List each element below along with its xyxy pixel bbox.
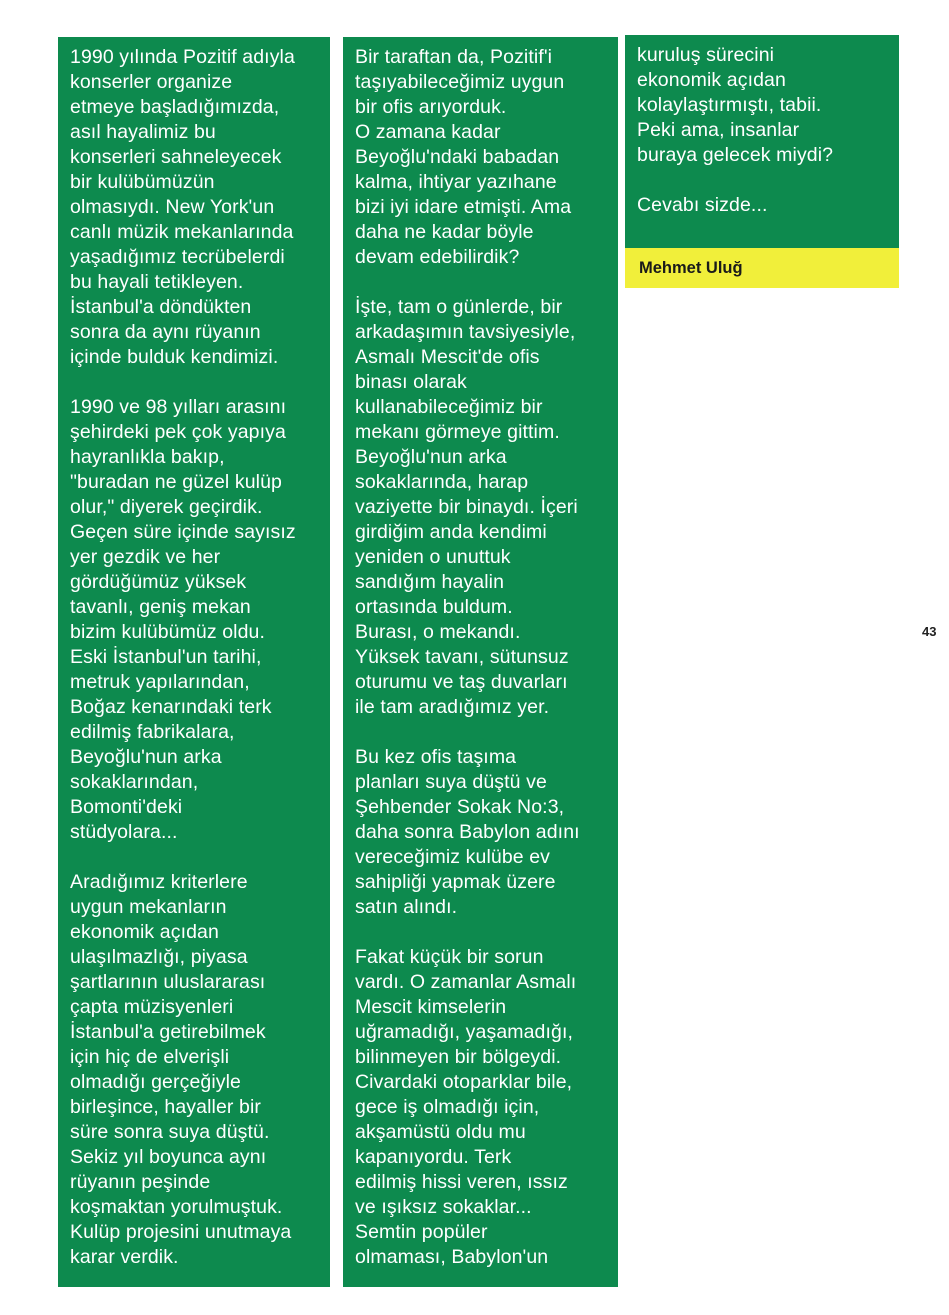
text-column-1 bbox=[58, 37, 330, 1287]
paragraph: Aradığımız kriterlere uygun mekanların ekonomik açıdan ulaşılmazlığı, piyasa şartlarının uluslararası çapta müzisyenleri İstanbul'a getirebilmek için hiç de elverişli olmadığı gerçeğiyle birleşince, hayaller bir süre sonra suya düştü. Sekiz yıl boyunca aynı rüyanın peşinde koşmaktan yorulmuştuk. Kulüp projesini unutmaya karar verdik. bbox=[70, 871, 292, 1268]
paragraph: 1990 yılında Pozitif adıyla konserler organize etmeye başladığımızda, asıl hayalimiz bu konserleri sahneleyecek bir kulübümüzün olmasıydı. New York'un canlı müzik mekanlarında yaşadığımız tecrübelerdi bu hayali tetikleyen. İstanbul'a döndükten sonra da aynı rüyanın içinde bulduk kendimizi. bbox=[70, 46, 295, 368]
paragraph: Bu kez ofis taşıma planları suya düştü ve Şehbender Sokak No:3, daha sonra Babylon adını vereceğimiz kulübe ev sahipliği yapmak üzere satın alındı. bbox=[355, 746, 580, 918]
author-signature bbox=[625, 248, 899, 288]
paragraph: Cevabı sizde... bbox=[637, 194, 768, 216]
author-name: Mehmet Uluğ bbox=[639, 258, 743, 277]
paragraph: Bir taraftan da, Pozitif'i taşıyabileceğimiz uygun bir ofis arıyorduk. O zamana kadar Beyoğlu'ndaki babadan kalma, ihtiyar yazıhane bizi iyi idare etmişti. Ama daha ne kadar böyle devam edebilirdik? bbox=[355, 46, 572, 268]
paragraph: kuruluş sürecini ekonomik açıdan kolaylaştırmıştı, tabii. Peki ama, insanlar buraya gelecek miydi? bbox=[637, 44, 834, 166]
paragraph: Fakat küçük bir sorun vardı. O zamanlar Asmalı Mescit kimselerin uğramadığı, yaşamadığı, bilinmeyen bir bölgeydi. Civardaki otoparklar bile, gece iş olmadığı için, akşamüstü oldu mu kapanıyordu. Terk edilmiş hissi veren, ıssız ve ışıksız sokaklar... Semtin popüler olmaması, Babylon'un bbox=[355, 946, 577, 1268]
page-number: 43 bbox=[922, 624, 937, 639]
paragraph: İşte, tam o günlerde, bir arkadaşımın tavsiyesiyle, Asmalı Mescit'de ofis binası olarak kullanabileceğimiz bir mekanı görmeye gittim. Beyoğlu'nun arka sokaklarında, harap vaziyette bir binaydı. İçeri girdiğim anda kendimi yeniden o unuttuk sandığım hayalin ortasında buldum. Burası, o mekandı. Yüksek tavanı, sütunsuz oturumu ve taş duvarları ile tam aradığımız yer. bbox=[355, 296, 578, 718]
text-column-2 bbox=[343, 37, 618, 1287]
text-column-3 bbox=[625, 35, 899, 248]
paragraph: 1990 ve 98 yılları arasını şehirdeki pek çok yapıya hayranlıkla bakıp, "buradan ne güzel kulüp olur," diyerek geçirdik. Geçen süre içinde sayısız yer gezdik ve her gördüğümüz yüksek tavanlı, geniş mekan bizim kulübümüz oldu. Eski İstanbul'un tarihi, metruk yapılarından, Boğaz kenarındaki terk edilmiş fabrikalara, Beyoğlu'nun arka sokaklarından, Bomonti'deki stüdyolara... bbox=[70, 396, 296, 843]
